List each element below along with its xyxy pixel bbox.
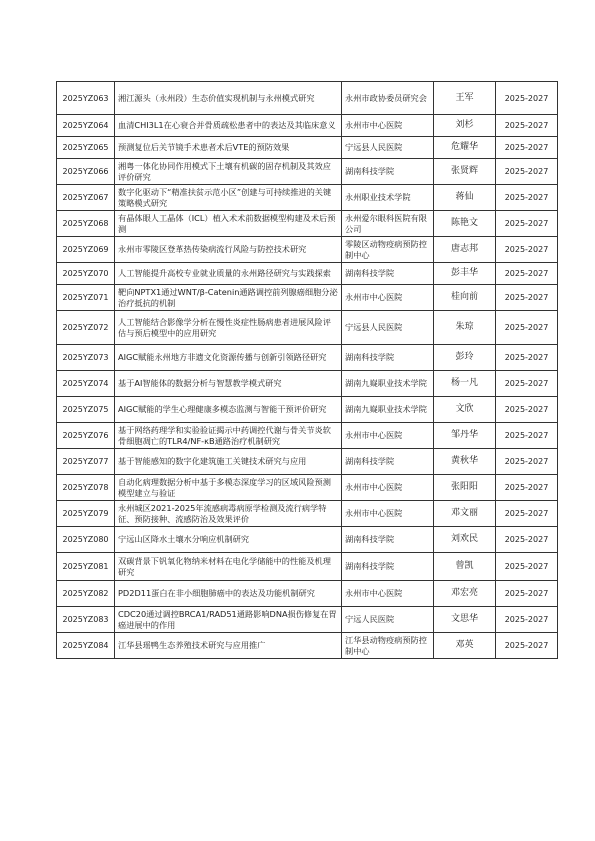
project-id-text: 2025YZ079 [62, 509, 109, 518]
applicant-unit-cell [342, 449, 434, 475]
project-title-text: 自动化病理数据分析中基于多模态深度学习的区域风险预测模型建立与验证 [118, 476, 331, 498]
project-period-text: 2025-2027 [504, 245, 549, 254]
principal-investigator-text: 邓英 [455, 640, 474, 650]
project-title-text: 湘江源头（永州段）生态价值实现机制与永州模式研究 [118, 92, 315, 103]
project-period-text: 2025-2027 [504, 219, 549, 228]
project-title-cell [115, 633, 342, 659]
project-id-cell [57, 185, 115, 211]
applicant-unit-text: 湖南科技学院 [345, 456, 395, 466]
applicant-unit-text: 江华县动物疫病预防控制中心 [345, 634, 427, 656]
applicant-unit-cell [342, 115, 434, 137]
applicant-unit-text: 永州爱尔眼科医院有限公司 [345, 212, 427, 234]
project-id-text: 2025YZ084 [62, 641, 109, 650]
principal-investigator-cell [434, 345, 496, 371]
project-period-cell [496, 185, 558, 211]
applicant-unit-cell [342, 553, 434, 581]
table-row [57, 137, 558, 159]
principal-investigator-text: 朱琼 [455, 322, 474, 332]
applicant-unit-cell [342, 237, 434, 263]
project-id-text: 2025YZ081 [62, 562, 109, 571]
project-id-text: 2025YZ070 [62, 269, 109, 278]
applicant-unit-text: 永州市中心医院 [345, 508, 403, 518]
table-row [57, 553, 558, 581]
applicant-unit-cell [342, 633, 434, 659]
applicant-unit-cell [342, 263, 434, 285]
project-title-cell [115, 237, 342, 263]
applicant-unit-text: 湖南科技学院 [345, 268, 395, 278]
project-id-cell [57, 581, 115, 607]
project-title-cell [115, 211, 342, 237]
project-period-cell [496, 501, 558, 527]
project-id-cell [57, 285, 115, 311]
principal-investigator-cell [434, 527, 496, 553]
project-period-cell [496, 527, 558, 553]
project-period-text: 2025-2027 [504, 143, 549, 152]
project-id-text: 2025YZ066 [62, 167, 109, 176]
project-title-text: 靶向NPTX1通过WNT/β-Catenin通路调控前列腺癌细胞分泌治疗抵抗的机制 [118, 286, 338, 308]
principal-investigator-cell [434, 449, 496, 475]
principal-investigator-cell [434, 311, 496, 345]
project-title-text: PD2D11蛋白在非小细胞肺癌中的表达及功能机制研究 [118, 588, 315, 598]
applicant-unit-cell [342, 423, 434, 449]
table-row [57, 82, 558, 115]
project-id-cell [57, 159, 115, 185]
applicant-unit-cell [342, 607, 434, 633]
principal-investigator-text: 邓文丽 [450, 508, 478, 518]
project-period-text: 2025-2027 [504, 167, 549, 176]
project-id-cell [57, 137, 115, 159]
applicant-unit-text: 湖南科技学院 [345, 534, 395, 544]
project-table-body [57, 82, 558, 659]
project-title-cell [115, 82, 342, 115]
project-period-text: 2025-2027 [504, 483, 549, 492]
project-title-cell [115, 263, 342, 285]
table-row [57, 633, 558, 659]
project-title-cell [115, 185, 342, 211]
project-period-text: 2025-2027 [504, 379, 549, 388]
project-period-cell [496, 237, 558, 263]
project-id-cell [57, 115, 115, 137]
project-id-text: 2025YZ065 [62, 143, 109, 152]
project-period-cell [496, 137, 558, 159]
project-id-text: 2025YZ082 [62, 589, 109, 598]
project-period-cell [496, 371, 558, 397]
project-id-cell [57, 475, 115, 501]
table-row [57, 449, 558, 475]
project-period-cell [496, 345, 558, 371]
principal-investigator-cell [434, 82, 496, 115]
principal-investigator-text: 邹丹华 [450, 430, 478, 440]
project-title-cell [115, 553, 342, 581]
applicant-unit-text: 湖南九嶷职业技术学院 [345, 404, 427, 414]
table-row [57, 263, 558, 285]
principal-investigator-cell [434, 553, 496, 581]
applicant-unit-cell [342, 82, 434, 115]
project-title-cell [115, 449, 342, 475]
project-period-text: 2025-2027 [504, 293, 549, 302]
principal-investigator-text: 张阳阳 [450, 482, 478, 492]
project-period-text: 2025-2027 [504, 589, 549, 598]
principal-investigator-text: 王军 [455, 92, 474, 103]
project-title-cell [115, 311, 342, 345]
table-row [57, 345, 558, 371]
principal-investigator-cell [434, 607, 496, 633]
project-period-cell [496, 159, 558, 185]
principal-investigator-text: 邓宏亮 [450, 588, 478, 598]
project-id-cell [57, 501, 115, 527]
project-period-cell [496, 115, 558, 137]
project-title-text: 基于网络药理学和实验验证揭示中药调控代谢与骨关节炎软骨细胞凋亡的TLR4/NF-κB通路治疗机制研究 [118, 424, 331, 446]
project-id-text: 2025YZ075 [62, 405, 109, 414]
project-title-text: 基于智能感知的数字化建筑施工关键技术研究与应用 [118, 456, 307, 466]
project-period-text: 2025-2027 [504, 535, 549, 544]
applicant-unit-text: 永州市中心医院 [345, 120, 403, 130]
table-row [57, 159, 558, 185]
principal-investigator-cell [434, 115, 496, 137]
applicant-unit-text: 湖南九嶷职业技术学院 [345, 378, 427, 388]
applicant-unit-cell [342, 371, 434, 397]
project-id-text: 2025YZ069 [62, 245, 109, 254]
principal-investigator-text: 刘欢民 [450, 534, 478, 544]
table-row [57, 475, 558, 501]
principal-investigator-cell [434, 263, 496, 285]
applicant-unit-cell [342, 185, 434, 211]
applicant-unit-cell [342, 475, 434, 501]
principal-investigator-text: 彭丰华 [450, 268, 478, 278]
applicant-unit-text: 永州职业技术学院 [345, 192, 411, 202]
project-title-cell [115, 475, 342, 501]
project-period-cell [496, 423, 558, 449]
applicant-unit-text: 湖南科技学院 [345, 561, 395, 571]
project-period-cell [496, 633, 558, 659]
project-period-cell [496, 211, 558, 237]
table-row [57, 185, 558, 211]
project-period-cell [496, 607, 558, 633]
principal-investigator-cell [434, 581, 496, 607]
applicant-unit-text: 湖南科技学院 [345, 166, 395, 176]
project-period-text: 2025-2027 [504, 457, 549, 466]
principal-investigator-text: 桂向前 [450, 292, 478, 302]
project-period-cell [496, 449, 558, 475]
project-title-cell [115, 423, 342, 449]
project-title-cell [115, 371, 342, 397]
principal-investigator-text: 刘杉 [455, 120, 474, 130]
applicant-unit-text: 永州市中心医院 [345, 430, 403, 440]
project-title-text: 人工智能结合影像学分析在慢性炎症性肠病患者进展风险评估与预后模型中的应用研究 [118, 316, 331, 338]
project-period-text: 2025-2027 [504, 269, 549, 278]
project-title-cell [115, 285, 342, 311]
principal-investigator-text: 蒋仙 [455, 192, 474, 202]
principal-investigator-cell [434, 237, 496, 263]
project-id-text: 2025YZ063 [62, 93, 109, 103]
table-row [57, 285, 558, 311]
project-title-text: 血清CHI3L1在心衰合并骨质疏松患者中的表达及其临床意义 [118, 120, 336, 130]
applicant-unit-text: 湖南科技学院 [345, 352, 395, 362]
project-table [56, 81, 558, 659]
principal-investigator-cell [434, 137, 496, 159]
principal-investigator-text: 文欣 [455, 404, 474, 414]
principal-investigator-cell [434, 371, 496, 397]
table-row [57, 397, 558, 423]
project-title-text: AIGC赋能的学生心理健康多模态监测与智能干预评价研究 [118, 404, 327, 414]
project-period-text: 2025-2027 [504, 93, 549, 103]
table-row [57, 501, 558, 527]
project-period-cell [496, 82, 558, 115]
principal-investigator-cell [434, 397, 496, 423]
applicant-unit-cell [342, 159, 434, 185]
project-period-text: 2025-2027 [504, 431, 549, 440]
principal-investigator-text: 危耀华 [450, 142, 478, 152]
principal-investigator-text: 张贤辉 [450, 166, 478, 176]
project-period-cell [496, 475, 558, 501]
principal-investigator-text: 彭玲 [455, 352, 474, 362]
principal-investigator-cell [434, 285, 496, 311]
applicant-unit-text: 宁远县人民医院 [345, 142, 403, 152]
applicant-unit-cell [342, 501, 434, 527]
project-id-cell [57, 82, 115, 115]
project-title-cell [115, 581, 342, 607]
applicant-unit-text: 零陵区动物疫病预防控制中心 [345, 238, 427, 260]
project-title-cell [115, 115, 342, 137]
project-period-text: 2025-2027 [504, 562, 549, 571]
project-id-text: 2025YZ071 [62, 293, 109, 302]
applicant-unit-cell [342, 345, 434, 371]
project-title-text: 江华县瑶鸭生态养殖技术研究与应用推广 [118, 640, 266, 650]
project-id-cell [57, 345, 115, 371]
project-title-cell [115, 527, 342, 553]
applicant-unit-cell [342, 285, 434, 311]
project-id-cell [57, 607, 115, 633]
project-period-cell [496, 285, 558, 311]
project-title-text: CDC20通过调控BRCA1/RAD51通路影响DNA损伤修复在胃癌进展中的作用 [118, 608, 337, 630]
table-row [57, 581, 558, 607]
applicant-unit-cell [342, 397, 434, 423]
principal-investigator-text: 杨一凡 [450, 378, 478, 388]
applicant-unit-cell [342, 137, 434, 159]
project-id-cell [57, 633, 115, 659]
project-title-cell [115, 345, 342, 371]
applicant-unit-text: 永州市中心医院 [345, 292, 403, 302]
applicant-unit-cell [342, 527, 434, 553]
principal-investigator-cell [434, 185, 496, 211]
project-title-cell [115, 137, 342, 159]
applicant-unit-text: 永州市中心医院 [345, 482, 403, 492]
project-id-cell [57, 237, 115, 263]
project-title-text: 永州市零陵区登革热传染病流行风险与防控技术研究 [118, 244, 307, 254]
table-row [57, 423, 558, 449]
project-id-text: 2025YZ067 [62, 193, 109, 202]
principal-investigator-cell [434, 423, 496, 449]
project-title-text: AIGC赋能永州地方非遗文化资源传播与创新引领路径研究 [118, 352, 327, 362]
project-period-text: 2025-2027 [504, 353, 549, 362]
project-id-text: 2025YZ064 [62, 121, 109, 130]
principal-investigator-cell [434, 211, 496, 237]
project-id-text: 2025YZ073 [62, 353, 109, 362]
project-id-cell [57, 527, 115, 553]
project-period-text: 2025-2027 [504, 405, 549, 414]
project-id-cell [57, 449, 115, 475]
project-title-text: 数字化驱动下“精准扶贫示范小区”创建与可持续推进的关键策略模式研究 [118, 186, 332, 208]
applicant-unit-text: 宁远县人民医院 [345, 322, 403, 332]
project-id-text: 2025YZ083 [62, 615, 109, 624]
principal-investigator-text: 曾凯 [455, 561, 474, 571]
project-title-text: 有晶体眼人工晶体（ICL）植入术术前数据模型构建及术后预测 [118, 212, 336, 234]
project-id-cell [57, 263, 115, 285]
project-id-cell [57, 397, 115, 423]
project-id-cell [57, 423, 115, 449]
project-id-text: 2025YZ077 [62, 457, 109, 466]
applicant-unit-text: 宁远人民医院 [345, 614, 395, 624]
project-title-cell [115, 159, 342, 185]
project-period-text: 2025-2027 [504, 509, 549, 518]
principal-investigator-text: 文思华 [450, 614, 478, 624]
table-row [57, 371, 558, 397]
principal-investigator-cell [434, 633, 496, 659]
applicant-unit-cell [342, 581, 434, 607]
project-period-text: 2025-2027 [504, 615, 549, 624]
applicant-unit-cell [342, 211, 434, 237]
table-row [57, 237, 558, 263]
project-period-cell [496, 581, 558, 607]
project-id-cell [57, 211, 115, 237]
project-title-text: 永州城区2021-2025年流感病毒病原学检测及流行病学特征、预防接种、流感防治及效果评价 [118, 502, 327, 524]
principal-investigator-text: 唐志邦 [450, 244, 478, 254]
project-title-text: 基于AI智能体的数据分析与智慧教学模式研究 [118, 378, 282, 388]
project-id-cell [57, 553, 115, 581]
table-row [57, 115, 558, 137]
project-id-text: 2025YZ072 [62, 323, 109, 332]
project-title-cell [115, 397, 342, 423]
project-period-cell [496, 397, 558, 423]
project-period-text: 2025-2027 [504, 193, 549, 202]
table-row [57, 311, 558, 345]
project-id-text: 2025YZ078 [62, 483, 109, 492]
project-id-text: 2025YZ074 [62, 379, 109, 388]
project-id-cell [57, 371, 115, 397]
project-period-text: 2025-2027 [504, 323, 549, 332]
project-id-text: 2025YZ068 [62, 219, 109, 228]
principal-investigator-text: 陈艳文 [450, 218, 478, 228]
applicant-unit-text: 永州市中心医院 [345, 588, 403, 598]
applicant-unit-text: 永州市政协委员研究会 [345, 92, 427, 103]
project-period-text: 2025-2027 [504, 641, 549, 650]
table-row [57, 607, 558, 633]
project-title-text: 双碳背景下钒氧化物纳米材料在电化学储能中的性能及机理研究 [118, 555, 331, 577]
project-title-text: 湘粤一体化协同作用模式下土壤有机碳的固存机制及其效应评价研究 [118, 160, 331, 182]
project-id-cell [57, 311, 115, 345]
table-row [57, 527, 558, 553]
project-period-cell [496, 263, 558, 285]
principal-investigator-cell [434, 501, 496, 527]
project-title-text: 宁远山区降水土壤水分响应机制研究 [118, 534, 250, 544]
principal-investigator-text: 黄秋华 [450, 456, 478, 466]
project-title-cell [115, 501, 342, 527]
project-title-text: 人工智能提升高校专业就业质量的永州路径研究与实践探索 [118, 268, 331, 278]
project-title-text: 预测复位后关节镜手术患者术后VTE的预防效果 [118, 142, 290, 152]
table-row [57, 211, 558, 237]
project-period-cell [496, 311, 558, 345]
project-period-cell [496, 553, 558, 581]
project-title-cell [115, 607, 342, 633]
project-id-text: 2025YZ076 [62, 431, 109, 440]
principal-investigator-cell [434, 475, 496, 501]
project-period-text: 2025-2027 [504, 121, 549, 130]
principal-investigator-cell [434, 159, 496, 185]
project-id-text: 2025YZ080 [62, 535, 109, 544]
applicant-unit-cell [342, 311, 434, 345]
